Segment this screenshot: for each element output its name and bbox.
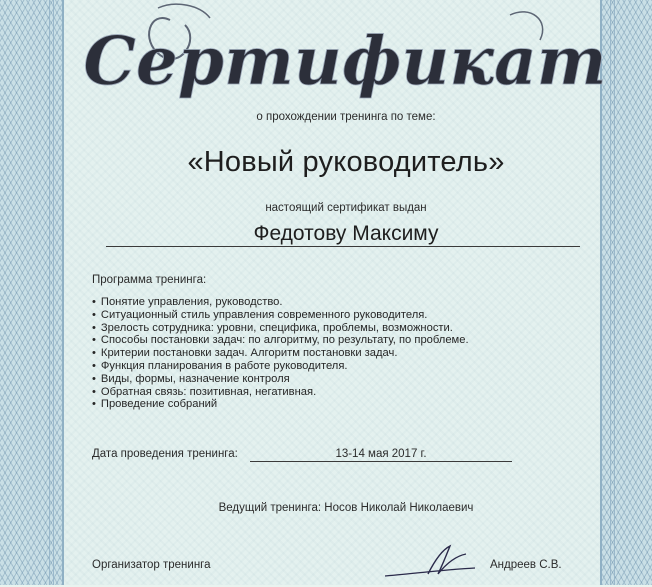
ornamental-border-left (0, 0, 64, 585)
organizer-label: Организатор тренинга (92, 559, 211, 571)
program-item: • Функция планирования в работе руководителя. (92, 360, 469, 373)
date-label: Дата проведения тренинга: (92, 448, 238, 460)
program-heading: Программа тренинга: (92, 274, 207, 286)
issued-to-label: настоящий сертификат выдан (265, 202, 427, 214)
signature-icon (380, 540, 490, 582)
recipient-underline (106, 246, 580, 247)
ornamental-border-right (600, 0, 652, 585)
certificate-subtitle: о прохождении тренинга по теме: (256, 111, 436, 123)
program-item: • Виды, формы, назначение контроля (92, 373, 469, 386)
organizer-name: Андреев С.В. (490, 559, 562, 571)
recipient-name: Федотову Максиму (253, 222, 439, 245)
training-name: «Новый руководитель» (187, 146, 505, 178)
program-item: • Зрелость сотрудника: уровни, специфика, проблемы, возможности. (92, 322, 469, 335)
trainer-line: Ведущий тренинга: Носов Николай Николаевич (218, 502, 474, 514)
program-item: • Проведение собраний (92, 398, 469, 411)
program-item: • Понятие управления, руководство. (92, 296, 469, 309)
certificate-title (83, 0, 607, 108)
date-underline (250, 461, 512, 462)
program-item: • Критерии постановки задач. Алгоритм постановки задач. (92, 347, 469, 360)
date-value: 13-14 мая 2017 г. (335, 448, 427, 460)
program-item: • Способы постановки задач: по алгоритму, по результату, по проблеме. (92, 334, 469, 347)
program-item: • Ситуационный стиль управления современного руководителя. (92, 309, 469, 322)
program-item: • Обратная связь: позитивная, негативная. (92, 386, 469, 399)
program-list (92, 296, 469, 411)
certificate-title-text: Сертификат (83, 22, 607, 100)
